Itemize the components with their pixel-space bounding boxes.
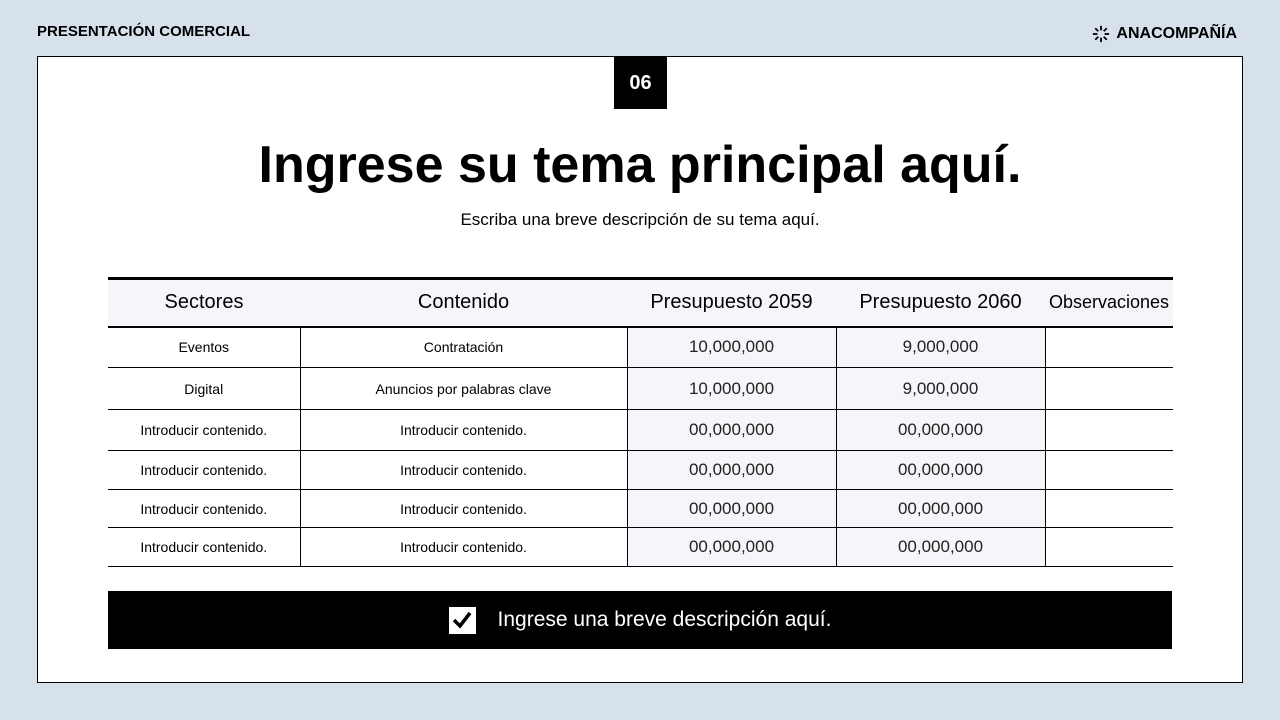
table-cell: Anuncios por palabras clave — [300, 368, 627, 410]
slide-subtitle: Escriba una breve descripción de su tema aquí. — [460, 210, 820, 229]
table-cell: Introducir contenido. — [300, 451, 627, 490]
brand-name: ANACOMPAÑÍA — [1116, 25, 1237, 42]
table-cell: Introducir contenido. — [108, 490, 300, 528]
sunburst-logo-icon — [1092, 25, 1110, 43]
table-cell — [1045, 368, 1173, 410]
column-header: Sectores — [108, 279, 300, 327]
table-cell — [1045, 327, 1173, 368]
table-cell: Contratación — [300, 327, 627, 368]
table-cell: Introducir contenido. — [108, 410, 300, 451]
table-cell — [1045, 490, 1173, 528]
table-cell: Introducir contenido. — [108, 451, 300, 490]
table-cell: 9,000,000 — [836, 327, 1045, 368]
footer-text: Ingrese una breve descripción aquí. — [497, 608, 832, 631]
slide-title: Ingrese su tema principal aquí. — [258, 136, 1022, 194]
slide-panel — [37, 56, 1243, 683]
table-cell: Digital — [108, 368, 300, 410]
table-cell: 00,000,000 — [627, 528, 836, 567]
table-cell: 00,000,000 — [627, 410, 836, 451]
presentation-label: PRESENTACIÓN COMERCIAL — [37, 23, 251, 40]
table-cell: Introducir contenido. — [300, 490, 627, 528]
table-cell — [1045, 451, 1173, 490]
column-header: Contenido — [300, 279, 627, 327]
table-cell: Introducir contenido. — [300, 528, 627, 567]
table-cell: 00,000,000 — [836, 528, 1045, 567]
table-row — [108, 410, 1173, 451]
checkbox-checked-icon — [449, 607, 476, 634]
table-row — [108, 528, 1173, 567]
table-cell: 00,000,000 — [627, 451, 836, 490]
table-cell: 00,000,000 — [836, 490, 1045, 528]
table-cell: Eventos — [108, 327, 300, 368]
table-cell: 9,000,000 — [836, 368, 1045, 410]
table-row — [108, 368, 1173, 410]
brand — [1092, 25, 1237, 43]
budget-table — [108, 277, 1173, 567]
table-cell: 10,000,000 — [627, 368, 836, 410]
slide-number: 06 — [614, 57, 667, 109]
table-row — [108, 490, 1173, 528]
table-row — [108, 327, 1173, 368]
column-header: Presupuesto 2060 — [836, 279, 1045, 327]
table-cell: 00,000,000 — [836, 451, 1045, 490]
table-cell: Introducir contenido. — [108, 528, 300, 567]
footer-banner — [108, 591, 1172, 649]
table-row — [108, 451, 1173, 490]
table-cell: 10,000,000 — [627, 327, 836, 368]
table-cell — [1045, 410, 1173, 451]
table-cell: Introducir contenido. — [300, 410, 627, 451]
column-header: Presupuesto 2059 — [627, 279, 836, 327]
table-cell: 00,000,000 — [836, 410, 1045, 451]
table-cell — [1045, 528, 1173, 567]
table-cell: 00,000,000 — [627, 490, 836, 528]
column-header: Observaciones — [1045, 279, 1173, 327]
